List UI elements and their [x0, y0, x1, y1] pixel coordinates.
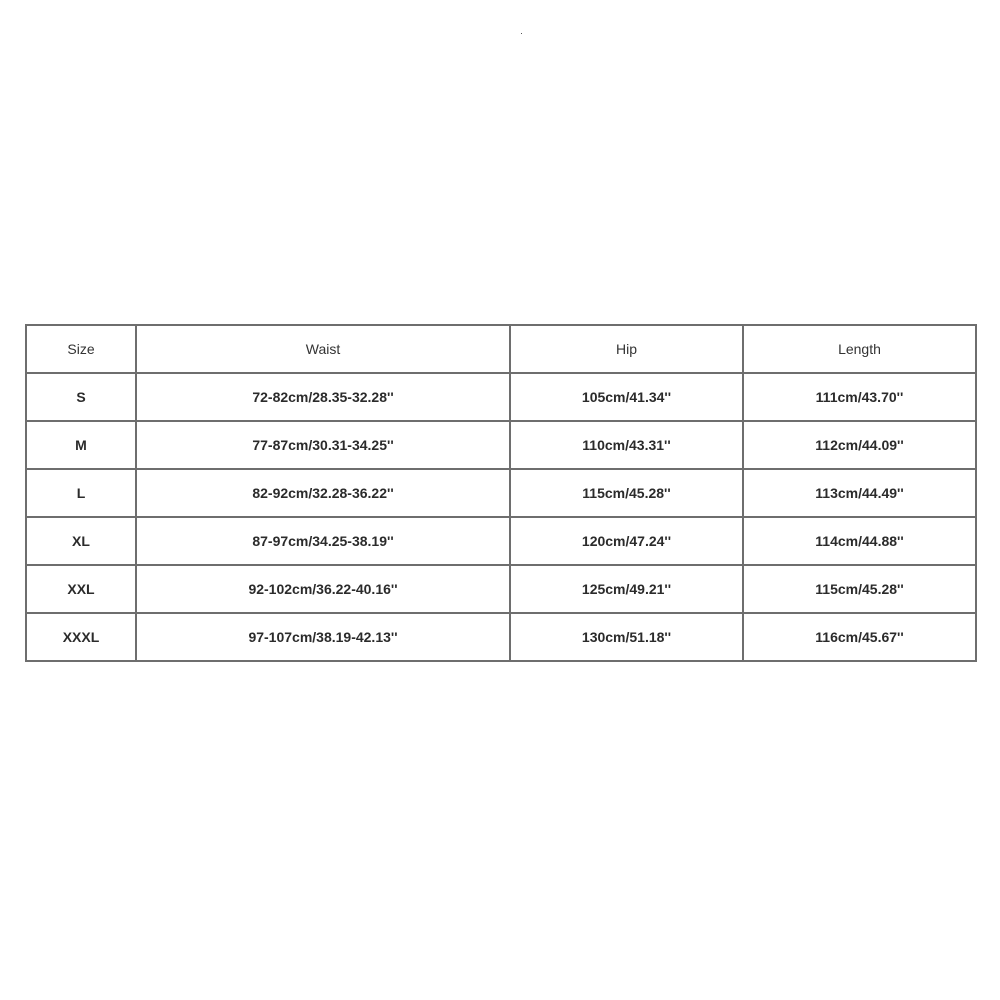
- cell-size: S: [26, 373, 136, 421]
- cell-length: 115cm/45.28'': [743, 565, 976, 613]
- cell-size: M: [26, 421, 136, 469]
- cell-waist: 77-87cm/30.31-34.25'': [136, 421, 510, 469]
- header-hip: Hip: [510, 325, 743, 373]
- table-row: [26, 373, 976, 421]
- cell-waist: 82-92cm/32.28-36.22'': [136, 469, 510, 517]
- table-row: [26, 421, 976, 469]
- cell-length: 112cm/44.09'': [743, 421, 976, 469]
- cell-size: XL: [26, 517, 136, 565]
- table-row: [26, 469, 976, 517]
- cell-hip: 115cm/45.28'': [510, 469, 743, 517]
- cell-waist: 87-97cm/34.25-38.19'': [136, 517, 510, 565]
- cell-length: 116cm/45.67'': [743, 613, 976, 661]
- cell-hip: 110cm/43.31'': [510, 421, 743, 469]
- size-chart-table: [25, 324, 977, 662]
- table-row: [26, 517, 976, 565]
- cell-hip: 130cm/51.18'': [510, 613, 743, 661]
- header-size: Size: [26, 325, 136, 373]
- stray-speck: [521, 33, 522, 34]
- cell-hip: 125cm/49.21'': [510, 565, 743, 613]
- cell-length: 111cm/43.70'': [743, 373, 976, 421]
- cell-waist: 92-102cm/36.22-40.16'': [136, 565, 510, 613]
- cell-hip: 120cm/47.24'': [510, 517, 743, 565]
- cell-size: XXXL: [26, 613, 136, 661]
- table-row: [26, 613, 976, 661]
- header-length: Length: [743, 325, 976, 373]
- table-header-row: [26, 325, 976, 373]
- cell-length: 113cm/44.49'': [743, 469, 976, 517]
- cell-waist: 72-82cm/28.35-32.28'': [136, 373, 510, 421]
- cell-waist: 97-107cm/38.19-42.13'': [136, 613, 510, 661]
- header-waist: Waist: [136, 325, 510, 373]
- cell-hip: 105cm/41.34'': [510, 373, 743, 421]
- table-row: [26, 565, 976, 613]
- cell-length: 114cm/44.88'': [743, 517, 976, 565]
- cell-size: XXL: [26, 565, 136, 613]
- cell-size: L: [26, 469, 136, 517]
